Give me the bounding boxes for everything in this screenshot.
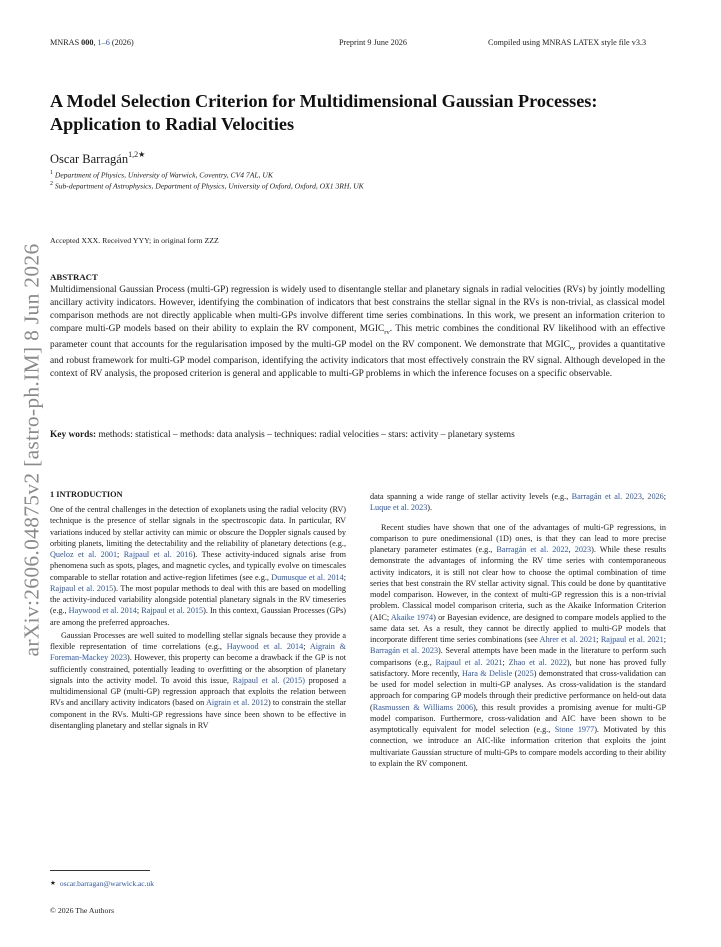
citation-link[interactable]: Akaike 1974 [390,612,434,622]
copyright-notice: © 2026 The Authors [50,906,115,915]
citation-link[interactable]: Queloz et al. 2001 [50,550,118,559]
arxiv-side-stamp: arXiv:2606.04875v2 [astro-ph.IM] 8 Jun 2026 [19,243,44,657]
abstract-text: Multidimensional Gaussian Process (multi-GP) regression is widely used to disentangle stellar and planetary signals in radial velocities (RVs) by jointly modelling ancillary activity indicators. However, identifying the combination of indicators that best constrains the stellar signal in the RVs is non-trivial, as classical model comparison methods are not directly applicable when multi-GPs involve different time series combinations. In this work, we present an information criterion to compare multi-GP models based on their ability to explain the RV component, $MGIC_{rv}$. This metric combines the conditional RV likelihood with an effective parameter count that accounts for the regularisation imposed by the multi-GP model on the RV component. We demonstrate that $MGIC_{rv}$ provides a quantitative and robust framework for multi-GP model comparison, identifying the activity indicators that most effectively constrain the RV signal. Although developed in the context of RV analysis, the proposed criterion is general and applicable to multi-GP problems in which the inference focuses on a specific observable. [50,285,665,380]
citation-link[interactable]: Haywood et al. 2014 [68,606,137,616]
running-header-preprint-date: Preprint 9 June 2026 [339,38,407,47]
author-line [50,151,145,167]
citation-link[interactable]: Barragán et al. 2023 [370,646,439,656]
citation-link[interactable]: Luque et al. 2023 [370,503,428,513]
citation-link[interactable]: Barragán et al. 2023 [571,492,642,501]
citation-link[interactable]: Rajpaul et al. (2015) [232,675,305,685]
section-heading-introduction: 1 INTRODUCTION [50,490,123,499]
author-name: Oscar Barragán [50,152,129,167]
abstract-heading: ABSTRACT [50,272,98,282]
citation-link[interactable]: Aigrain & Foreman-Mackey 2023 [50,642,346,663]
author-affiliation-marks: 1,2★ [128,150,146,159]
citation-link[interactable]: Aigrain et al. 2012 [205,698,268,708]
left-column-text: One of the central challenges in the detection of exoplanets using the radial velocity (RV) technique is the presence of stellar signals in the spectroscopic data. In particular, RV variations induced by stellar activity can mimic or obscure the Doppler signals caused by orbiting planets, limiting the detectability and the reliability of planetary detections (e.g., Queloz et al. 2001; Rajpaul et al. 2016). These activity-induced signals arise from phenomena such as spots, plages, and magnetic cycles, and typically evolve on timescales comparable to stellar rotation and active-region lifetimes (see e.g., Dumusque et al. 2014; Rajpaul et al. 2015). The most popular methods to deal with this are based on modelling the activity-induced variability alongside potential planetary signals in the RV timeseries (e.g., Haywood et al. 2014; Rajpaul et al. 2015). In this context, Gaussian Processes (GPs) are among the preferred approaches. Gaussian Processes are well suited to modelling stellar signals because they provide a flexible representation of time correlations (e.g., Haywood et al. 2014; Aigrain & Foreman-Mackey 2023). However, this property can become a drawback if the GP is not sufficiently constrained, potentially leading to overfitting or the absorption of planetary signals into the activity model. To avoid this issue, Rajpaul et al. (2015) proposed a multidimensional GP (multi-GP) regression approach that exploits the relation between RVs and ancillary activity indicators (based on Aigrain et al. 2012) to constrain the stellar component in the RVs. Multi-GP regressions have since been shown to be effective in disentangling planetary and stellar signals in RV [50,505,347,730]
citation-link[interactable]: Rasmussen & Williams 2006 [372,702,474,712]
citation-link[interactable]: Stone 1977 [554,725,595,734]
keywords-line: Key words: methods: statistical – methods: data analysis – techniques: radial velocities – stars: activity – planetary systems [50,430,515,440]
page-range-link[interactable]: 1–6 [97,38,110,47]
citation-link[interactable]: 2023 [574,545,592,554]
footnote: ★ oscar.barragan@warwick.ac.uk [50,879,154,888]
citation-link[interactable]: 2026 [647,492,664,501]
footnote-rule [50,870,150,871]
affiliation-1: $^1$ Department of Physics, University of Warwick, Coventry, CV4 7AL, UK [50,170,273,180]
citation-link[interactable]: Ahrer et al. 2021 [539,635,597,644]
citation-link[interactable]: Haywood et al. 2014 [226,642,304,651]
right-column-text: data spanning a wide range of stellar activity levels (e.g., Barragán et al. 2023, 2026; Luque et al. 2023). Recent studies have shown that one of the advantages of multi-GP regressions, in comparison to pure onedimensional (1D) ones, is that they can lead to more precise planetary parameter estimates (e.g., Barragán et al. 2022, 2023). While these results demonstrate the advantages of informing the RV time series with contemporaneous activity indicators, it is still not clear how to choose the optimal combination of time series that best constrain the RV stellar activity signal. This could be done by quantitative model comparison. However, in the context of multi-GP regression this is a non-trivial problem. Classical model comparison criteria, such as the Akaike Information Criterion (AIC; Akaike 1974) or Bayesian evidence, are designed to compare models applied to the same data set. As a result, they cannot be directly applied to multi-GP models that incorporate different time series combinations (see Ahrer et al. 2021; Rajpaul et al. 2021; Barragán et al. 2023). Several attempts have been made in the literature to perform such comparisons (e.g., Rajpaul et al. 2021; Zhao et al. 2022), but none has proved fully satisfactory. More recently, Hara & Delisle (2025) demonstrated that cross-validation can be used for model selection in multi-GP analyses. As cross-validation is the standard approach for comparing GP models through their predictive performance on held-out data (Rasmussen & Williams 2006), this result provides a promising avenue for multi-GP model comparison. Furthermore, cross-validation and AIC have been shown to be asymptotically equivalent for model selection (e.g., Stone 1977). Motivated by this connection, we introduce an AIC-like information criterion that exploits the joint multivariate Gaussian structure of multi-GPs to compare models according to their ability to explain the RV component. [370,492,667,768]
citation-link[interactable]: Zhao et al. 2022 [508,657,567,667]
citation-link[interactable]: Rajpaul et al. 2015 [50,583,114,593]
affiliation-2: $^2$ Sub-department of Astrophysics, Department of Physics, University of Oxford, Oxford, OX1 3RH, UK [50,181,364,191]
citation-link[interactable]: Hara & Delisle [462,668,513,678]
citation-link[interactable]: Rajpaul et al. 2015 [141,606,204,616]
running-header-style-file: Compiled using MNRAS LATEX style file v3.3 [488,38,647,47]
citation-link[interactable]: Rajpaul et al. 2021 [600,635,664,644]
citation-link[interactable]: Barragán et al. 2022 [496,545,569,554]
citation-link[interactable]: 2025 [517,668,534,678]
received-accepted-line: Accepted XXX. Received YYY; in original form ZZZ [50,236,219,245]
paper-title: A Model Selection Criterion for Multidimensional Gaussian Processes: Application to Radial Velocities [50,91,598,134]
citation-link[interactable]: Dumusque et al. 2014 [271,572,344,582]
citation-link[interactable]: Rajpaul et al. 2021 [435,657,503,667]
email-link[interactable]: oscar.barragan@warwick.ac.uk [59,879,154,888]
running-header-journal: MNRAS 000, 1–6 (2026) [50,38,134,47]
citation-link[interactable]: Rajpaul et al. 2016 [123,550,193,559]
